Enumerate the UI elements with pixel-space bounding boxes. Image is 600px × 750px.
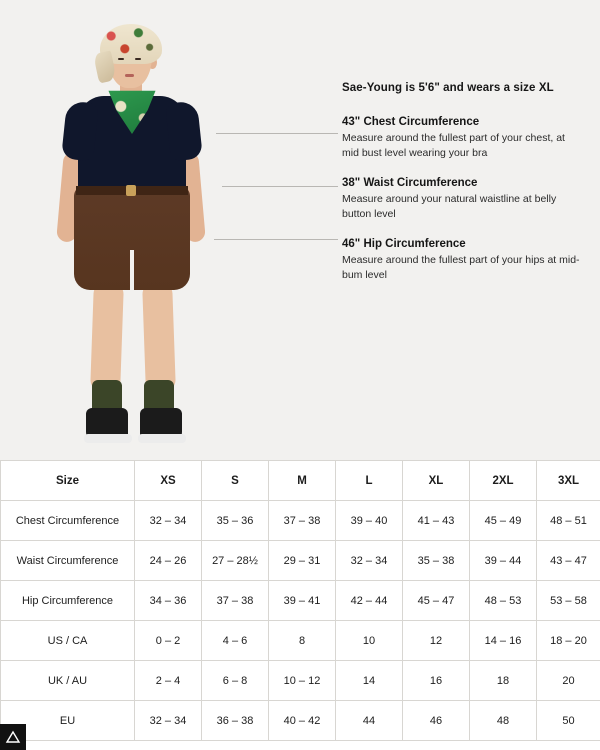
model-shorts-inseam xyxy=(130,250,134,290)
col-header-l: L xyxy=(336,461,403,501)
cell-eu-m: 40 – 42 xyxy=(269,701,336,741)
cell-ukau-xs: 2 – 4 xyxy=(135,661,202,701)
cell-chest-3xl: 48 – 51 xyxy=(537,501,600,541)
brand-logo[interactable] xyxy=(0,724,26,750)
callout-waist xyxy=(342,177,592,222)
cell-waist-xl: 35 – 38 xyxy=(403,541,470,581)
size-chart-body xyxy=(1,501,600,741)
callout-waist-description: Measure around your natural waistline at belly button level xyxy=(342,193,557,220)
col-header-3xl: 3XL xyxy=(537,461,600,501)
table-row xyxy=(1,661,600,701)
table-row xyxy=(1,501,600,541)
callout-hip-description: Measure around the fullest part of your hips at mid-bum level xyxy=(342,254,580,281)
cell-eu-s: 36 – 38 xyxy=(202,701,269,741)
cell-hip-l: 42 – 44 xyxy=(336,581,403,621)
cell-waist-s: 27 – 28½ xyxy=(202,541,269,581)
cell-usca-m: 8 xyxy=(269,621,336,661)
row-label-us-ca: US / CA xyxy=(1,621,135,661)
cell-chest-xl: 41 – 43 xyxy=(403,501,470,541)
table-row xyxy=(1,621,600,661)
cell-usca-s: 4 – 6 xyxy=(202,621,269,661)
cell-hip-xl: 45 – 47 xyxy=(403,581,470,621)
model-leg-right xyxy=(142,282,176,393)
cell-chest-l: 39 – 40 xyxy=(336,501,403,541)
col-header-2xl: 2XL xyxy=(470,461,537,501)
cell-ukau-m: 10 – 12 xyxy=(269,661,336,701)
leader-line-hip xyxy=(214,239,338,240)
model-belt-buckle xyxy=(126,185,136,196)
row-label-uk-au: UK / AU xyxy=(1,661,135,701)
model-eye-right xyxy=(135,58,141,60)
col-header-xl: XL xyxy=(403,461,470,501)
model-sleeve-left xyxy=(61,100,99,161)
cell-chest-s: 35 – 36 xyxy=(202,501,269,541)
leader-line-chest xyxy=(216,133,338,134)
cell-waist-l: 32 – 34 xyxy=(336,541,403,581)
cell-ukau-3xl: 20 xyxy=(537,661,600,701)
cell-hip-s: 37 – 38 xyxy=(202,581,269,621)
col-header-size: Size xyxy=(1,461,135,501)
cell-waist-2xl: 39 – 44 xyxy=(470,541,537,581)
size-chart-table xyxy=(0,460,600,741)
cell-eu-2xl: 48 xyxy=(470,701,537,741)
row-label-waist: Waist Circumference xyxy=(1,541,135,581)
table-row xyxy=(1,701,600,741)
callout-hip-title: 46" Hip Circumference xyxy=(342,238,466,250)
cell-usca-3xl: 18 – 20 xyxy=(537,621,600,661)
table-row xyxy=(1,541,600,581)
row-label-chest: Chest Circumference xyxy=(1,501,135,541)
cell-eu-xl: 46 xyxy=(403,701,470,741)
col-header-s: S xyxy=(202,461,269,501)
cell-waist-3xl: 43 – 47 xyxy=(537,541,600,581)
model-mouth xyxy=(125,74,134,77)
model-intro-text: Sae-Young is 5'6" and wears a size XL xyxy=(342,82,554,94)
cell-waist-m: 29 – 31 xyxy=(269,541,336,581)
cell-usca-xl: 12 xyxy=(403,621,470,661)
cell-hip-xs: 34 – 36 xyxy=(135,581,202,621)
callout-waist-title: 38" Waist Circumference xyxy=(342,177,478,189)
cell-ukau-xl: 16 xyxy=(403,661,470,701)
col-header-m: M xyxy=(269,461,336,501)
cell-usca-xs: 0 – 2 xyxy=(135,621,202,661)
model-leg-left xyxy=(90,282,124,393)
cell-eu-l: 44 xyxy=(336,701,403,741)
col-header-xs: XS xyxy=(135,461,202,501)
model-boot-sole-left xyxy=(84,434,132,443)
model-eye-left xyxy=(118,58,124,60)
cell-chest-m: 37 – 38 xyxy=(269,501,336,541)
model-illustration xyxy=(0,0,330,460)
cell-ukau-s: 6 – 8 xyxy=(202,661,269,701)
cell-eu-xs: 32 – 34 xyxy=(135,701,202,741)
cell-ukau-2xl: 18 xyxy=(470,661,537,701)
table-row xyxy=(1,581,600,621)
size-chart-section xyxy=(0,460,600,750)
model-sleeve-right xyxy=(165,100,203,161)
callout-hip xyxy=(342,238,592,283)
row-label-hip: Hip Circumference xyxy=(1,581,135,621)
cell-eu-3xl: 50 xyxy=(537,701,600,741)
cell-ukau-l: 14 xyxy=(336,661,403,701)
row-label-eu: EU xyxy=(1,701,135,741)
logo-mark-icon xyxy=(5,729,21,745)
cell-hip-3xl: 53 – 58 xyxy=(537,581,600,621)
leader-line-waist xyxy=(222,186,338,187)
cell-usca-2xl: 14 – 16 xyxy=(470,621,537,661)
cell-hip-2xl: 48 – 53 xyxy=(470,581,537,621)
callout-chest xyxy=(342,116,592,161)
cell-waist-xs: 24 – 26 xyxy=(135,541,202,581)
cell-hip-m: 39 – 41 xyxy=(269,581,336,621)
model-boot-sole-right xyxy=(138,434,186,443)
measurement-callouts xyxy=(342,82,592,299)
cell-chest-2xl: 45 – 49 xyxy=(470,501,537,541)
callout-chest-title: 43" Chest Circumference xyxy=(342,116,480,128)
table-header-row xyxy=(1,461,600,501)
cell-usca-l: 10 xyxy=(336,621,403,661)
size-chart-head xyxy=(1,461,600,501)
cell-chest-xs: 32 – 34 xyxy=(135,501,202,541)
callout-chest-description: Measure around the fullest part of your chest, at mid bust level wearing your bra xyxy=(342,132,565,159)
